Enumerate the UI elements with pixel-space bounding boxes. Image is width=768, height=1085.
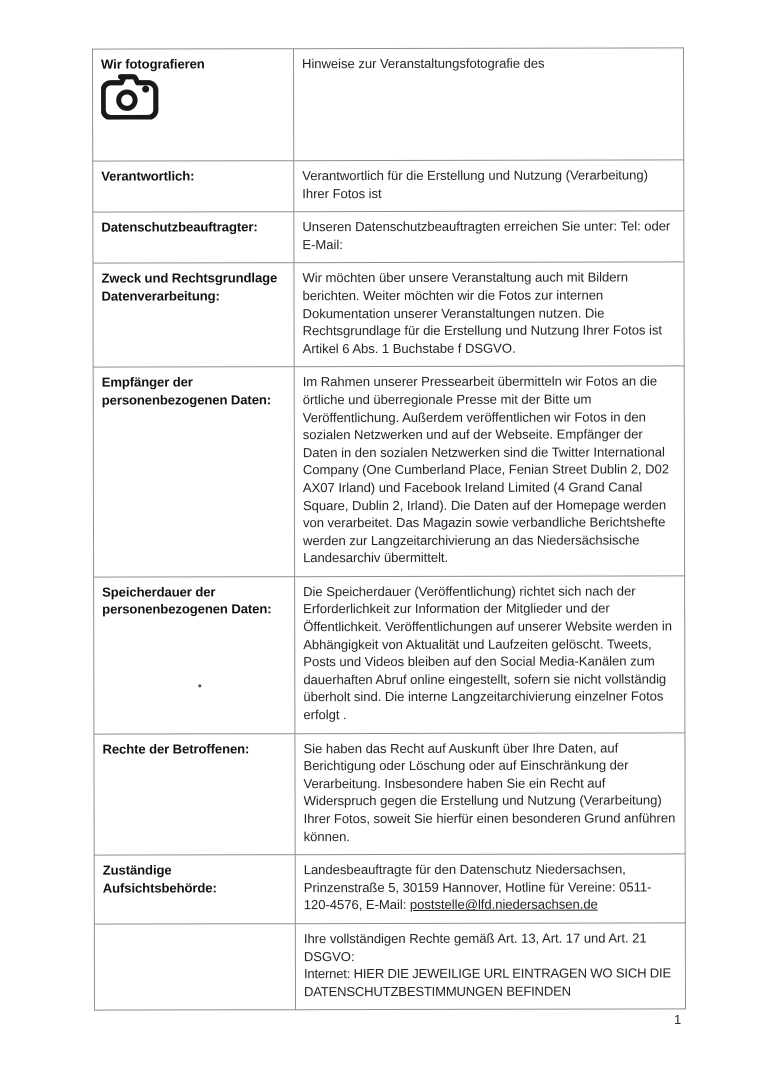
table-row bbox=[93, 262, 684, 367]
row-body-rechte-betroffenen bbox=[295, 733, 685, 855]
body-paragraph: Im Rahmen unserer Pressearbeit übermitteln wir Fotos an die örtliche und überregionale Presse mit der Bitte um Veröffentlichung. Außerdem veröffentlichen wir Fotos in den sozialen Netzwerken und auf der Webseite. Empfänger der Daten in den sozialen Netzwerken sind die Twitter International Company (One Cumberland Place, Fenian Street Dublin 2, D02 AX07 Irland) und Facebook Ireland Limited (4 Grand Canal Square, Dublin 2, Irland). Die Daten auf der Homepage werden von verarbeitet. Das Magazin sowie verbandliche Berichtshefte werden zur Langzeitarchivierung an das Niedersächsische Landesarchiv übermittelt. bbox=[302, 373, 670, 566]
row-label-aufsichtsbehoerde: Zuständige Aufsichtsbehörde: bbox=[94, 855, 295, 924]
scan-speck bbox=[198, 684, 201, 687]
row-label-wir-fotografieren bbox=[92, 49, 293, 161]
table-row bbox=[92, 48, 683, 161]
label-text: Speicherdauer der personenbezogenen Daten: bbox=[102, 584, 272, 617]
body-paragraph-rights: Ihre vollständigen Rechte gemäß Art. 13, Art. 17 und Art. 21 DSGVO: bbox=[303, 930, 647, 964]
table-row bbox=[94, 923, 685, 1011]
authority-address-text: Landesbeauftragte für den Datenschutz Niedersachsen, Prinzenstraße 5, 30159 Hannover, Hotline für Vereine: 0511-120-4576, E-Mail: bbox=[303, 861, 652, 913]
body-paragraph bbox=[304, 861, 677, 915]
row-label-empty bbox=[94, 924, 295, 1011]
body-paragraph: Sie haben das Recht auf Auskunft über Ihre Daten, auf Berichtigung oder Löschung oder auf Einschränkung der Verarbeitung. Insbesondere haben Sie ein Recht auf Widerspruch gegen die Erstellung und Nutzung (Verarbeitung) Ihrer Fotos, soweit Sie hierfür einen besonderen Grund anführen können. bbox=[303, 740, 676, 844]
row-body-datenschutzbeauftragter bbox=[294, 211, 684, 263]
row-label-zweck-rechtsgrundlage: Zweck und Rechtsgrundlage Datenverarbeitung: bbox=[93, 263, 294, 367]
table-row bbox=[94, 576, 685, 734]
row-label-verantwortlich: Verantwortlich: bbox=[93, 161, 294, 213]
row-body-vollstaendige-rechte bbox=[295, 923, 685, 1010]
row-body-verantwortlich bbox=[294, 160, 684, 212]
label-text: Wir fotografieren bbox=[101, 56, 205, 72]
row-body-aufsichtsbehoerde bbox=[295, 854, 685, 924]
row-label-empfaenger: Empfänger der personenbezogenen Daten: bbox=[93, 367, 294, 577]
row-body-speicherdauer bbox=[295, 576, 685, 734]
row-label-speicherdauer bbox=[94, 577, 295, 734]
page-number: 1 bbox=[674, 1012, 682, 1027]
table-row bbox=[93, 366, 684, 577]
body-paragraph: Verantwortlich für die Erstellung und Nutzung (Verarbeitung) Ihrer Fotos ist bbox=[302, 167, 648, 201]
table-row bbox=[94, 854, 685, 924]
privacy-notice-table bbox=[92, 47, 686, 1011]
body-paragraph: Die Speicherdauer (Veröffentlichung) richtet sich nach der Erforderlichkeit zur Information der Mitglieder und der Öffentlichkeit. Veröffentlichungen auf unserer Website werden in Abhängigkeit von Aktualität und Laufzeiten gelöscht. Tweets, Posts und Videos bleiben auf den Social Media-Kanälen zum dauerhaften Abruf online eingestellt, sofern sie nicht vollständig überholt sind. Die interne Langzeitarchivierung einzelner Fotos erfolgt . bbox=[303, 583, 672, 723]
body-paragraph: Wir möchten über unsere Veranstaltung auch mit Bildern berichten. Weiter möchten wir die Fotos zur internen Dokumentation unserer Veranstaltungen nutzen. Die Rechtsgrundlage für die Erstellung und Nutzung Ihrer Fotos ist Artikel 6 Abs. 1 Buchstabe f DSGVO. bbox=[302, 269, 662, 356]
row-body-wir-fotografieren bbox=[293, 48, 683, 161]
row-label-rechte-betroffenen: Rechte der Betroffenen: bbox=[94, 733, 295, 855]
body-paragraph-internet-url: Internet: HIER DIE JEWEILIGE URL EINTRAGEN WO SICH DIE DATENSCHUTZBESTIMMUNGEN BEFINDEN bbox=[303, 965, 672, 999]
row-label-datenschutzbeauftragter: Datenschutzbeauftragter: bbox=[93, 212, 294, 264]
body-paragraph: Hinweise zur Veranstaltungsfotografie des bbox=[302, 55, 545, 72]
body-paragraph: Unseren Datenschutzbeauftragten erreichen Sie unter: Tel: oder E-Mail: bbox=[302, 218, 671, 252]
table-row bbox=[93, 211, 684, 263]
row-body-empfaenger bbox=[294, 366, 684, 576]
email-link[interactable]: poststelle@lfd.niedersachsen.de bbox=[409, 896, 598, 913]
table-row bbox=[94, 733, 685, 856]
table-row bbox=[93, 160, 684, 212]
row-body-zweck-rechtsgrundlage bbox=[294, 262, 684, 367]
